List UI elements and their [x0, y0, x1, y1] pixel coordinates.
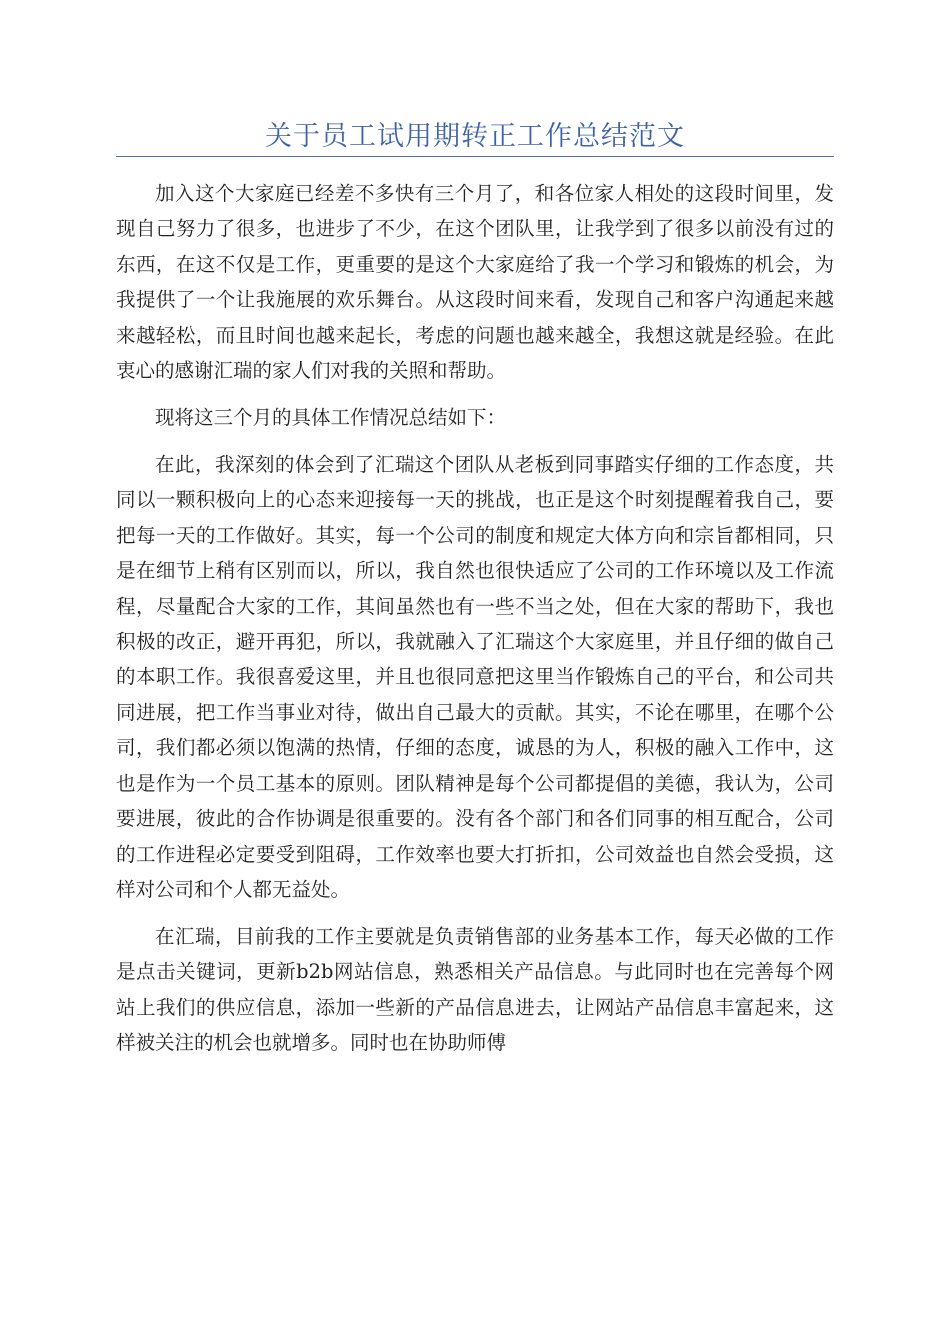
title-block — [116, 112, 834, 157]
paragraph-3: 在此，我深刻的体会到了汇瑞这个团队从老板到同事踏实仔细的工作态度，共同以一颗积极向上的心态来迎接每一天的挑战，也正是这个时刻提醒着我自己，要把每一天的工作做好。其实，每一个公司的制度和规定大体方向和宗旨都相同，只是在细节上稍有区别而以，所以，我自然也很快适应了公司的工作环境以及工作流程，尽量配合大家的工作，其间虽然也有一些不当之处，但在大家的帮助下，我也积极的改正，避开再犯，所以，我就融入了汇瑞这个大家庭里，并且仔细的做自己的本职工作。我很喜爱这里，并且也很同意把这里当作锻炼自己的平台，和公司共同进展，把工作当事业对待，做出自己最大的贡献。其实，不论在哪里，在哪个公司，我们都必须以饱满的热情，仔细的态度，诚恳的为人，积极的融入工作中，这也是作为一个员工基本的原则。团队精神是每个公司都提倡的美德，我认为，公司要进展，彼此的合作协调是很重要的。没有各个部门和各们同事的相互配合，公司的工作进程必定要受到阻碍，工作效率也要大打折扣，公司效益也自然会受损，这样对公司和个人都无益处。 — [116, 453, 834, 901]
document-title: 关于员工试用期转正工作总结范文 — [265, 121, 685, 152]
paragraph-4: 在汇瑞，目前我的工作主要就是负责销售部的业务基本工作，每天必做的工作是点击关键词，更新b2b网站信息，熟悉相关产品信息。与此同时也在完善每个网站上我们的供应信息，添加一些新的产品信息进去，让网站产品信息丰富起来，这样被关注的机会也就增多。同时也在协助师傅 — [116, 924, 834, 1055]
paragraph-2: 现将这三个月的具体工作情况总结如下： — [155, 406, 507, 430]
document-body — [116, 176, 834, 1072]
paragraph-1: 加入这个大家庭已经差不多快有三个月了，和各位家人相处的这段时间里，发现自己努力了很多，也进步了不少，在这个团队里，让我学到了很多以前没有过的东西，在这不仅是工作，更重要的是这个大家庭给了我一个学习和锻炼的机会，为我提供了一个让我施展的欢乐舞台。从这段时间来看，发现自己和客户沟通起来越来越轻松，而且时间也越来起长，考虑的问题也越来越全，我想这就是经验。在此衷心的感谢汇瑞的家人们对我的关照和帮助。 — [116, 182, 834, 383]
